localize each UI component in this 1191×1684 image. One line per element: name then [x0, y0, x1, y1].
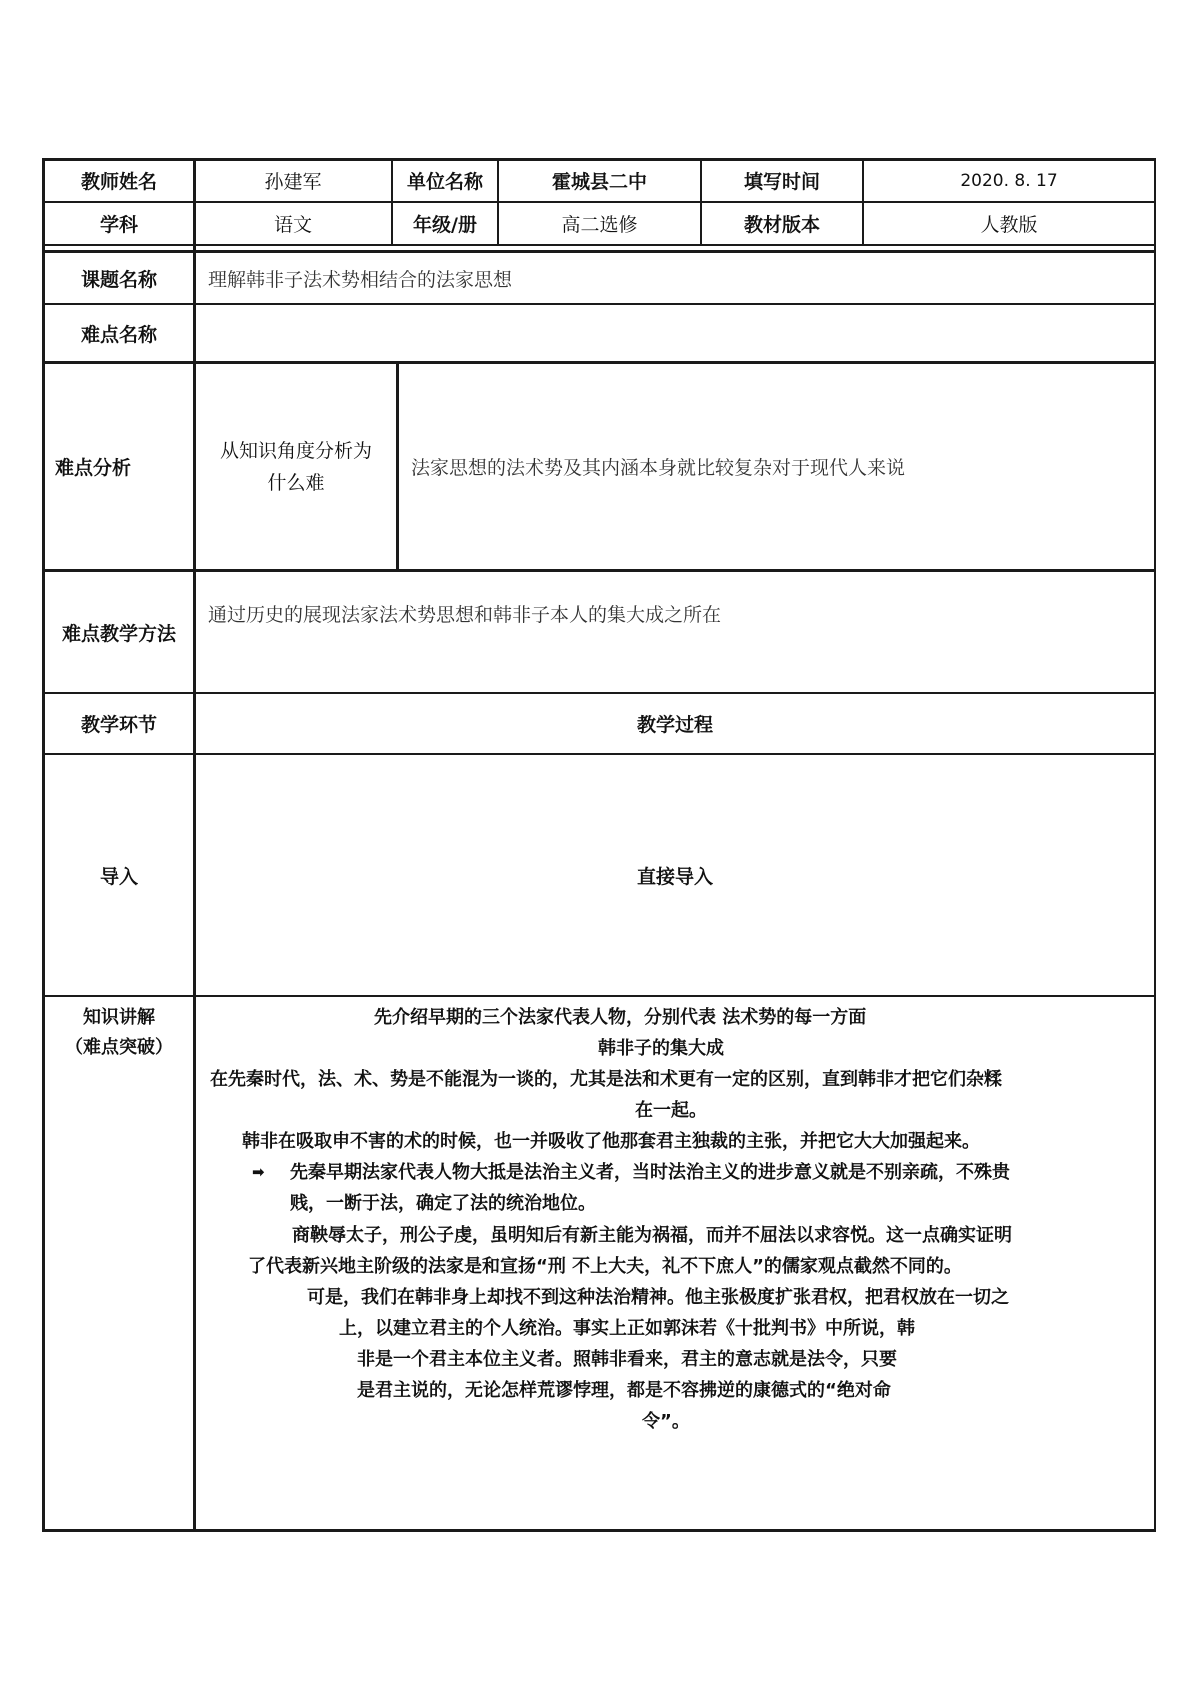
knowledge-line: 可是，我们在韩非身上却找不到这种法治精神。他主张极度扩张君权，把君权放在一切之 [307, 1287, 1009, 1308]
topic-label: 课题名称 [80, 268, 157, 291]
knowledge-label-line2: （难点突破） [65, 1037, 173, 1058]
knowledge-line: 先介绍早期的三个法家代表人物，分别代表 法术势的每一方面 [374, 1007, 867, 1028]
knowledge-line: 上，以建立君主的个人统治。事实上正如郭沫若《十批判书》中所说，韩 [339, 1318, 915, 1339]
difficulty-label: 难点名称 [80, 323, 157, 346]
analysis-label: 难点分析 [55, 457, 132, 479]
knowledge-label-line1: 知识讲解 [83, 1007, 155, 1028]
textbook-version-value: 人教版 [980, 214, 1038, 236]
knowledge-line: 韩非在吸取申不害的术的时候，也一并吸收了他那套君主独裁的主张，并把它大大加强起来。 [242, 1131, 980, 1152]
analysis-value: 法家思想的法术势及其内涵本身就比较复杂对于现代人来说 [411, 457, 906, 479]
knowledge-line: 贱，一断于法，确定了法的统治地位。 [290, 1193, 596, 1214]
method-value: 通过历史的展现法家法术势思想和韩非子本人的集大成之所在 [208, 603, 722, 626]
topic-value: 理解韩非子法术势相结合的法家思想 [208, 268, 513, 291]
intro-label: 导入 [99, 865, 138, 888]
knowledge-line: 是君主说的，无论怎样荒谬悖理，都是不容拂逆的康德式的“绝对命 [357, 1380, 891, 1401]
knowledge-line: 先秦早期法家代表人物大抵是法治主义者，当时法治主义的进步意义就是不别亲疏，不殊贵 [290, 1162, 1010, 1183]
teacher-name-value: 孙建军 [264, 171, 322, 193]
fill-date-label: 填写时间 [743, 171, 820, 193]
knowledge-line: 商鞅辱太子，刑公子虔，虽明知后有新主能为祸福，而并不屈法以求容悦。这一点确实证明 [292, 1225, 1012, 1246]
analysis-sub-label-line1: 从知识角度分析为 [219, 439, 372, 462]
unit-name-value: 霍城县二中 [551, 171, 647, 193]
knowledge-line: 了代表新兴地主阶级的法家是和宣扬“刑 不上大夫，礼不下庶人”的儒家观点截然不同的。 [248, 1256, 962, 1277]
grade-value: 高二选修 [561, 214, 638, 236]
teaching-stage-label: 教学环节 [80, 714, 157, 736]
subject-value: 语文 [273, 214, 312, 236]
table-right-border [1154, 158, 1156, 1532]
knowledge-line: 在先秦时代，法、术、势是不能混为一谈的，尤其是法和术更有一定的区别，直到韩非才把它们杂糅 [210, 1069, 1002, 1090]
knowledge-content [196, 0, 1154, 1684]
grade-label: 年级/册 [413, 214, 477, 236]
analysis-sub-label-line2: 什么难 [267, 471, 325, 494]
unit-name-label: 单位名称 [406, 171, 483, 193]
knowledge-line: 韩非子的集大成 [598, 1038, 724, 1059]
knowledge-line: 在一起。 [635, 1100, 707, 1121]
method-label: 难点教学方法 [61, 622, 176, 645]
arrow-bullet-icon: ➡ [252, 1163, 265, 1181]
fill-date-value: 2020. 8. 17 [960, 170, 1058, 191]
knowledge-label [45, 1003, 193, 1063]
textbook-version-label: 教材版本 [743, 214, 820, 236]
subject-label: 学科 [99, 214, 138, 236]
knowledge-line: 非是一个君主本位主义者。照韩非看来，君主的意志就是法令，只要 [357, 1349, 897, 1370]
teaching-process-label: 教学过程 [636, 714, 713, 736]
knowledge-line: 令”。 [642, 1411, 690, 1432]
teacher-name-label: 教师姓名 [80, 171, 157, 193]
intro-value: 直接导入 [636, 865, 713, 888]
